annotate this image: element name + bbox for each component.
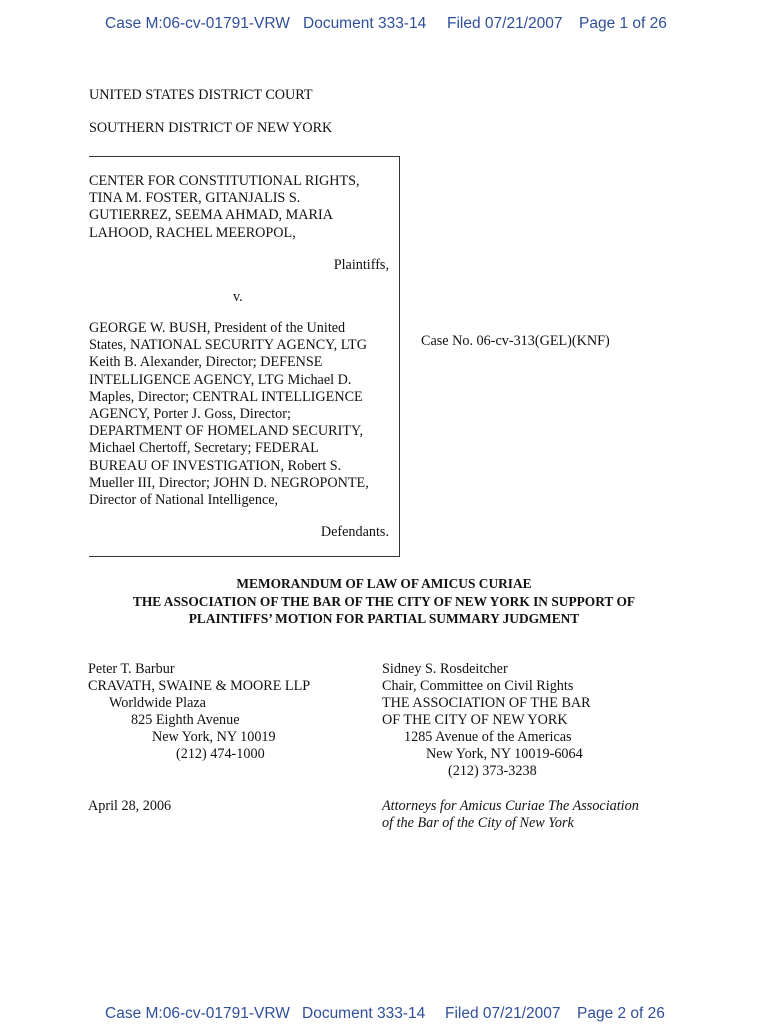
counsel-title: Chair, Committee on Civil Rights (382, 678, 574, 694)
counsel-organization: OF THE CITY OF NEW YORK (382, 712, 568, 728)
plaintiffs-names (89, 173, 389, 242)
memorandum-title (0, 575, 768, 628)
defendants-line: Director of National Intelligence, (89, 492, 279, 509)
memorandum-title-line: THE ASSOCIATION OF THE BAR OF THE CITY OF NEW YORK IN SUPPORT OF (132, 593, 636, 609)
header-case-number: Case M:06-cv-01791-VRW (105, 15, 290, 32)
defendants-line: Keith B. Alexander, Director; DEFENSE (89, 354, 323, 371)
counsel-phone: (212) 474-1000 (176, 746, 265, 762)
plaintiffs-line: CENTER FOR CONSTITUTIONAL RIGHTS, (89, 173, 360, 189)
footer-document-number: Document 333-14 (302, 1005, 426, 1022)
defendants-line: DEPARTMENT OF HOMELAND SECURITY, (89, 423, 363, 440)
defendants-line: Mueller III, Director; JOHN D. NEGROPONTE, (89, 474, 369, 491)
counsel-name: Sidney S. Rosdeitcher (382, 661, 508, 677)
counsel-name: Peter T. Barbur (88, 661, 175, 677)
counsel-phone: (212) 373-3238 (448, 763, 537, 779)
defendants-line: Maples, Director; CENTRAL INTELLIGENCE (89, 388, 363, 405)
footer-case-number: Case M:06-cv-01791-VRW (105, 1005, 290, 1022)
footer-page-number: Page 2 of 26 (577, 1005, 665, 1022)
filing-date: April 28, 2006 (88, 798, 172, 814)
plaintiffs-line: LAHOOD, RACHEL MEEROPOL, (89, 224, 296, 241)
counsel-address: New York, NY 10019 (152, 729, 276, 745)
header-page-number: Page 1 of 26 (579, 15, 667, 32)
counsel-address: New York, NY 10019-6064 (426, 746, 583, 762)
caption-bottom-rule (89, 556, 400, 557)
defendants-line: States, NATIONAL SECURITY AGENCY, LTG (89, 337, 367, 354)
footer-filed-date: Filed 07/21/2007 (445, 1005, 561, 1022)
plaintiffs-label: Plaintiffs, (333, 257, 389, 273)
versus-label: v. (233, 289, 243, 305)
counsel-address: Worldwide Plaza (109, 695, 206, 711)
attorneys-for-line: of the Bar of the City of New York (382, 815, 574, 831)
defendants-line: GEORGE W. BUSH, President of the United (89, 320, 346, 336)
defendants-line: AGENCY, Porter J. Goss, Director; (89, 406, 291, 423)
counsel-address: 1285 Avenue of the Americas (404, 729, 572, 745)
memorandum-title-line: MEMORANDUM OF LAW OF AMICUS CURIAE (236, 576, 532, 591)
court-district: SOUTHERN DISTRICT OF NEW YORK (89, 120, 333, 136)
court-name: UNITED STATES DISTRICT COURT (89, 87, 313, 103)
defendants-line: BUREAU OF INVESTIGATION, Robert S. (89, 457, 342, 474)
counsel-address: 825 Eighth Avenue (131, 712, 240, 728)
defendants-names (89, 320, 389, 509)
counsel-organization: THE ASSOCIATION OF THE BAR (382, 695, 591, 711)
defendants-line: INTELLIGENCE AGENCY, LTG Michael D. (89, 371, 352, 388)
right-counsel-block (382, 661, 591, 780)
plaintiffs-line: TINA M. FOSTER, GITANJALIS S. (89, 190, 301, 207)
header-filed-date: Filed 07/21/2007 (447, 15, 563, 32)
counsel-firm: CRAVATH, SWAINE & MOORE LLP (88, 678, 311, 694)
attorneys-for (382, 798, 639, 832)
memorandum-title-line: PLAINTIFFS’ MOTION FOR PARTIAL SUMMARY JUDGMENT (188, 611, 580, 626)
caption-top-rule (89, 156, 400, 157)
defendants-line: Michael Chertoff, Secretary; FEDERAL (89, 440, 319, 457)
left-counsel-block (88, 661, 310, 763)
header-document-number: Document 333-14 (303, 15, 427, 32)
caption-vertical-rule (399, 156, 400, 557)
case-number: Case No. 06-cv-313(GEL)(KNF) (421, 333, 610, 349)
plaintiffs-line: GUTIERREZ, SEEMA AHMAD, MARIA (89, 207, 333, 224)
attorneys-for-line: Attorneys for Amicus Curiae The Association (382, 798, 639, 814)
defendants-label: Defendants. (320, 524, 389, 540)
